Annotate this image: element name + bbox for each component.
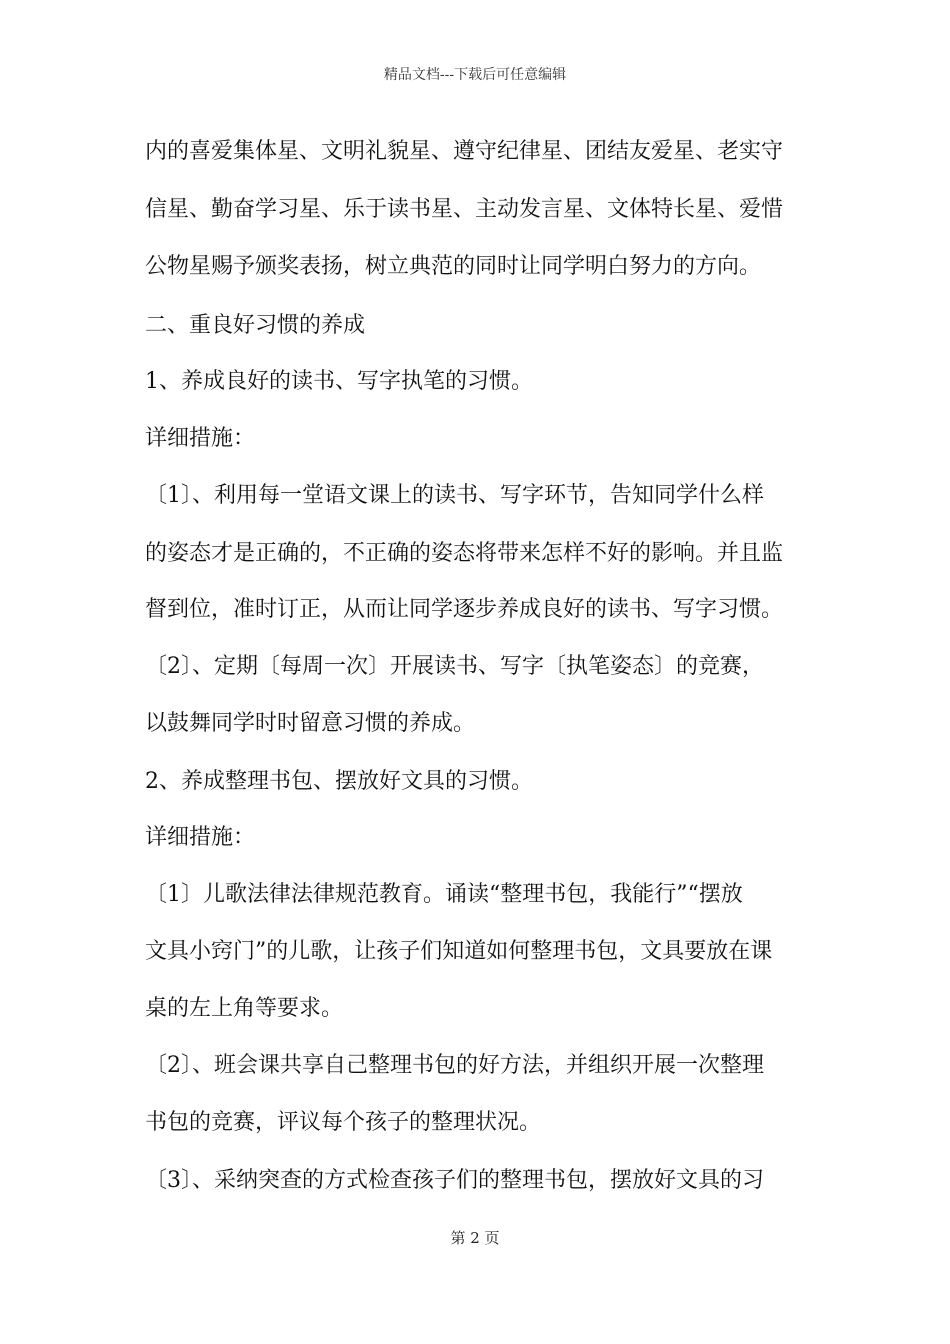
body-line-7: 〔1〕、利用每一堂语文课上的读书、写字环节，告知同学什么样 — [145, 483, 764, 508]
body-line-9: 督到位，准时订正，从而让同学逐步养成良好的读书、写字习惯。 — [145, 597, 784, 622]
page-number: 第 2 页 — [450, 1229, 500, 1247]
body-line-16: 桌的左上角等要求。 — [145, 996, 344, 1021]
body-line-11: 以鼓舞同学时时留意习惯的养成。 — [145, 711, 476, 736]
page-header: 精品文档---下载后可任意编辑 — [383, 67, 567, 83]
body-line-2: 信星、勤奋学习星、乐于读书星、主动发言星、文体特长星、爱惜 — [145, 197, 784, 222]
section-heading: 二、重良好习惯的养成 — [145, 313, 366, 338]
subsection-heading-2: 2、养成整理书包、摆放好文具的习惯。 — [145, 769, 533, 794]
subsection-heading-1: 1、养成良好的读书、写字执笔的习惯。 — [145, 369, 533, 394]
body-line-15: 文具小窍门”的儿歌，让孩子们知道如何整理书包，文具要放在课 — [145, 939, 773, 964]
body-line-17: 〔2〕、班会课共享自己整理书包的好方法，并组织开展一次整理 — [145, 1053, 764, 1078]
measures-label-2: 详细措施： — [145, 825, 256, 850]
body-line-1: 内的喜爱集体星、文明礼貌星、遵守纪律星、团结友爱星、老实守 — [145, 139, 784, 164]
body-line-18: 书包的竞赛，评议每个孩子的整理状况。 — [145, 1110, 542, 1135]
measures-label-1: 详细措施： — [145, 426, 256, 451]
body-line-3: 公物星赐予颁奖表扬，树立典范的同时让同学明白努力的方向。 — [145, 254, 762, 279]
body-line-8: 的姿态才是正确的，不正确的姿态将带来怎样不好的影响。并且监 — [145, 541, 784, 566]
body-line-19: 〔3〕、采纳突查的方式检查孩子们的整理书包，摆放好文具的习 — [145, 1168, 764, 1193]
body-line-14: 〔1〕儿歌法律法律规范教育。诵读“整理书包，我能行”“摆放 — [145, 882, 743, 907]
body-line-10: 〔2〕、定期〔每周一次〕开展读书、写字〔执笔姿态〕的竞赛， — [145, 654, 764, 679]
